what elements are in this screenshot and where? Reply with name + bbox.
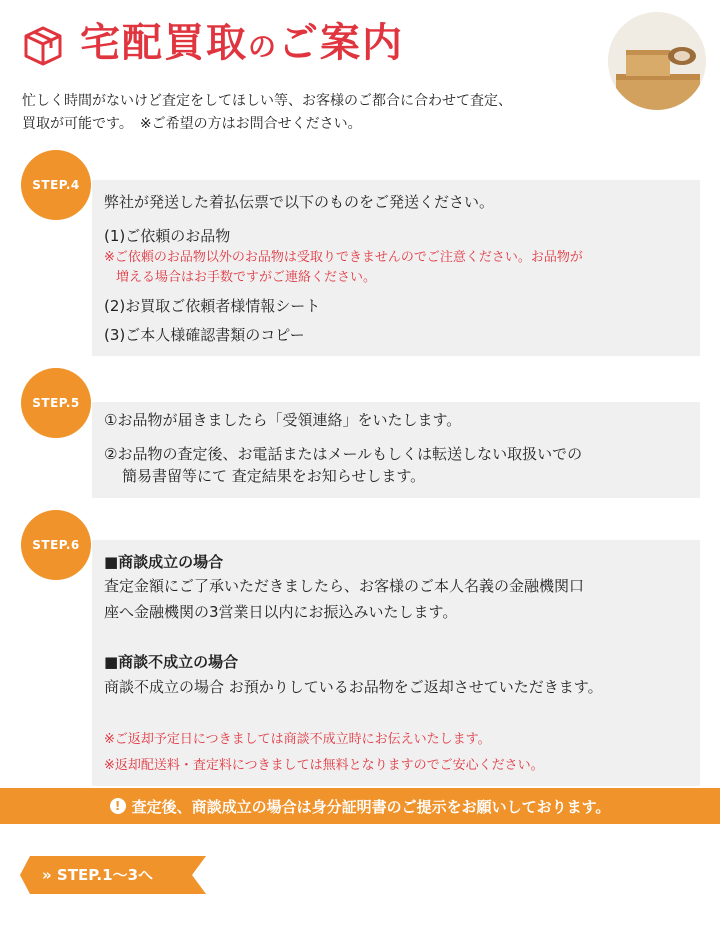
step5-item-2: ②お品物の査定後、お電話またはメールもしくは転送しない取扱いでの [104,445,583,463]
intro-line: 忙しく時間がないけど査定をしてほしい等、お客様のご都合に合わせて査定、 [22,93,512,109]
step6-text-success: 査定金額にご了承いただきましたら、お客様のご本人名義の金融機関口 [104,577,585,595]
step6-box [92,540,700,786]
step5-box [92,402,700,498]
step5-badge: STEP.5 [21,368,91,438]
step4-note: 増える場合はお手数ですがご連絡ください。 [116,270,377,285]
step6-badge: STEP.6 [21,510,91,580]
intro-text [22,90,602,136]
exclamation-icon: ! [110,798,126,814]
id-notice-bar [0,788,720,824]
step4-lead: 弊社が発送した着払伝票で以下のものをご発送ください。 [104,193,495,211]
step6-text-fail: 商談不成立の場合 お預かりしているお品物をご返却させていただきます。 [104,678,603,696]
step4-badge: STEP.4 [21,150,91,220]
step4-item-2: (2)お買取ご依頼者様情報シート [104,297,321,315]
step1-3-link-label: » STEP.1〜3へ [42,866,154,884]
notice-text: 査定後、商談成立の場合は身分証明書のご提示をお願いしております。 [131,797,611,816]
intro-line: 買取が可能です。 ※ご希望の方はお問合せください。 [22,116,362,132]
step6-text-success: 座へ金融機関の3営業日以内にお振込みいたします。 [104,603,458,621]
step6-note: ※ご返却予定日につきましては商談不成立時にお伝えいたします。 [104,732,491,747]
step4-item-1: (1)ご依頼のお品物 [104,227,231,245]
page-title: 宅配買取のご案内 [80,20,405,66]
step6-heading-success: ■商談成立の場合 [104,553,224,571]
step4-item-3: (3)ご本人様確認書類のコピー [104,326,305,344]
page-header [20,20,404,70]
step1-3-link-button[interactable] [20,856,206,894]
step5-item-1: ①お品物が届きましたら「受領連絡」をいたします。 [104,411,462,429]
cardboard-boxes-photo [608,12,706,110]
step4-note: ※ご依頼のお品物以外のお品物は受取りできませんのでご注意ください。お品物が [104,250,583,265]
step6-note: ※返却配送料・査定料につきましては無料となりますのでご安心ください。 [104,758,544,773]
box-icon [20,22,66,68]
step4-box [92,180,700,356]
step5-item-2: 簡易書留等にて 査定結果をお知らせします。 [122,467,426,485]
step6-heading-fail: ■商談不成立の場合 [104,653,239,671]
